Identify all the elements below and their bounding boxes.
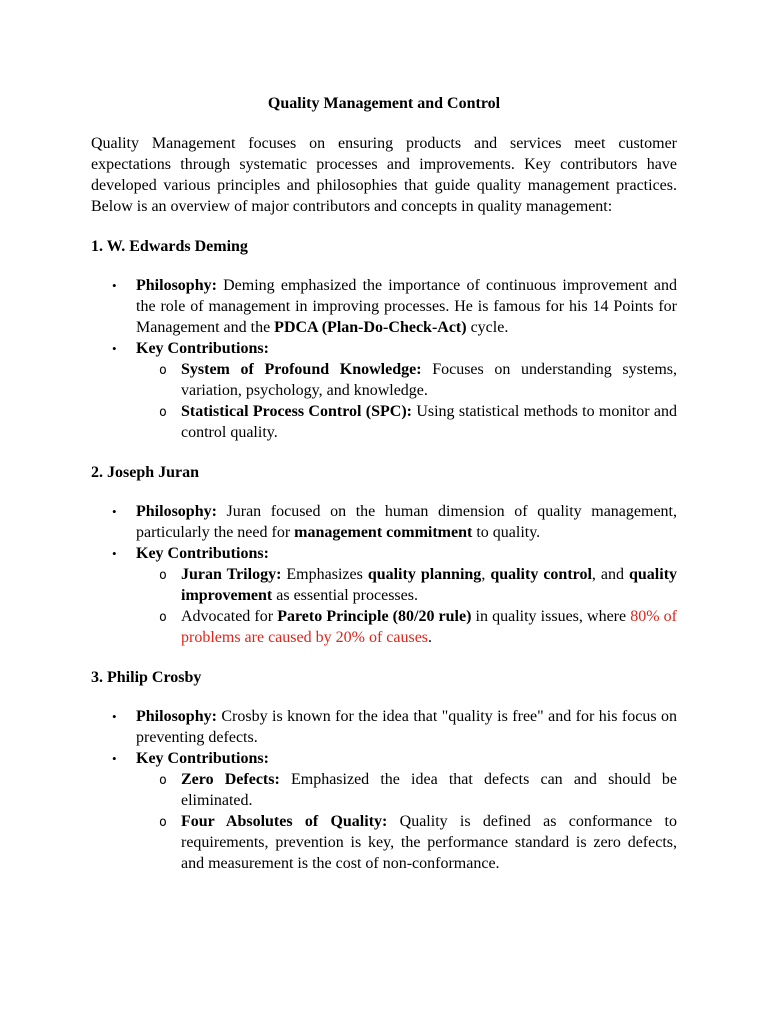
item-label: Zero Defects: (181, 771, 280, 788)
list-item (136, 564, 677, 606)
philosophy-label: Philosophy: (136, 708, 217, 725)
philosophy-text: Deming emphasized the importance of continuous improvement and the role of management in improving processes. He is famous for his 14 Points for Management and the (136, 277, 677, 336)
item-text: Advocated for (181, 608, 278, 625)
document-body (91, 93, 677, 874)
philosophy-text: Juran focused on the human dimension of quality management, particularly the need for (136, 503, 677, 541)
item-text-end: as essential processes. (272, 587, 418, 604)
intro-paragraph: Quality Management focuses on ensuring products and services meet customer expectations through systematic processes and improvements. Key contributors have developed various principles and philosophies that guide quality management practices. Below is an overview of major contributors and concepts in quality management: (91, 135, 677, 215)
philosophy-text: Crosby is known for the idea that "quality is free" and for his focus on preventing defects. (136, 708, 677, 746)
bullet-icon: • (112, 546, 117, 561)
item-label: Statistical Process Control (SPC): (181, 403, 412, 420)
section-heading-juran: 2. Joseph Juran (91, 464, 200, 481)
highlighted-text: 80% of problems are caused by 20% of causes (181, 608, 678, 646)
bullet-icon: • (112, 751, 117, 766)
item-label: Four Absolutes of Quality: (181, 813, 388, 830)
quality-planning-term: quality planning (367, 566, 482, 583)
philosophy-text-end: to quality. (472, 524, 541, 541)
list-item (136, 401, 677, 443)
item-text-end: . (428, 629, 433, 646)
circle-bullet-icon: o (159, 363, 167, 378)
juran-contributions (91, 543, 677, 648)
separator-text: , and (591, 566, 629, 583)
philosophy-label: Philosophy: (136, 503, 217, 520)
item-label: System of Profound Knowledge: (181, 361, 422, 378)
pareto-term: Pareto Principle (80/20 rule) (277, 608, 472, 625)
crosby-philosophy (91, 706, 677, 748)
item-text: Emphasized the idea that defects can and should be eliminated. (181, 771, 678, 809)
contributions-label: Key Contributions: (136, 340, 269, 357)
deming-philosophy (91, 275, 677, 338)
circle-bullet-icon: o (159, 773, 167, 788)
deming-contribution-list (136, 359, 677, 443)
item-label: Juran Trilogy: (181, 566, 282, 583)
juran-contribution-list (136, 564, 677, 648)
circle-bullet-icon: o (159, 815, 167, 830)
list-item (136, 606, 677, 648)
item-text-mid: in quality issues, where (471, 608, 631, 625)
section-heading-deming: 1. W. Edwards Deming (91, 238, 248, 255)
deming-contributions (91, 338, 677, 443)
bullet-icon: • (112, 341, 117, 356)
contributions-label: Key Contributions: (136, 545, 269, 562)
list-item (136, 359, 677, 401)
bullet-icon: • (112, 504, 117, 519)
philosophy-text-end: cycle. (466, 319, 509, 336)
item-text: Focuses on understanding systems, variation, psychology, and knowledge. (181, 361, 678, 399)
juran-list (91, 501, 677, 648)
management-commitment-term: management commitment (294, 524, 473, 541)
quality-improvement-term: quality improvement (181, 566, 678, 604)
bullet-icon: • (112, 278, 117, 293)
quality-control-term: quality control (490, 566, 592, 583)
list-item (136, 769, 677, 811)
crosby-contribution-list (136, 769, 677, 874)
crosby-contributions (91, 748, 677, 874)
item-text: Using statistical methods to monitor and control quality. (181, 403, 677, 441)
document-title: Quality Management and Control (267, 95, 501, 112)
list-item (136, 811, 677, 874)
circle-bullet-icon: o (159, 568, 167, 583)
section-heading-crosby: 3. Philip Crosby (91, 669, 202, 686)
circle-bullet-icon: o (159, 405, 167, 420)
pdca-term: PDCA (Plan-Do-Check-Act) (274, 319, 467, 336)
item-text: Emphasizes (281, 566, 368, 583)
circle-bullet-icon: o (159, 610, 167, 625)
contributions-label: Key Contributions: (136, 750, 269, 767)
juran-philosophy (91, 501, 677, 543)
philosophy-label: Philosophy: (136, 277, 217, 294)
separator-text: , (481, 566, 491, 583)
deming-list (91, 275, 677, 443)
item-text: Quality is defined as conformance to requirements, prevention is key, the performance standard is zero defects, and measurement is the cost of non-conformance. (181, 813, 677, 872)
bullet-icon: • (112, 709, 117, 724)
crosby-list (91, 706, 677, 874)
